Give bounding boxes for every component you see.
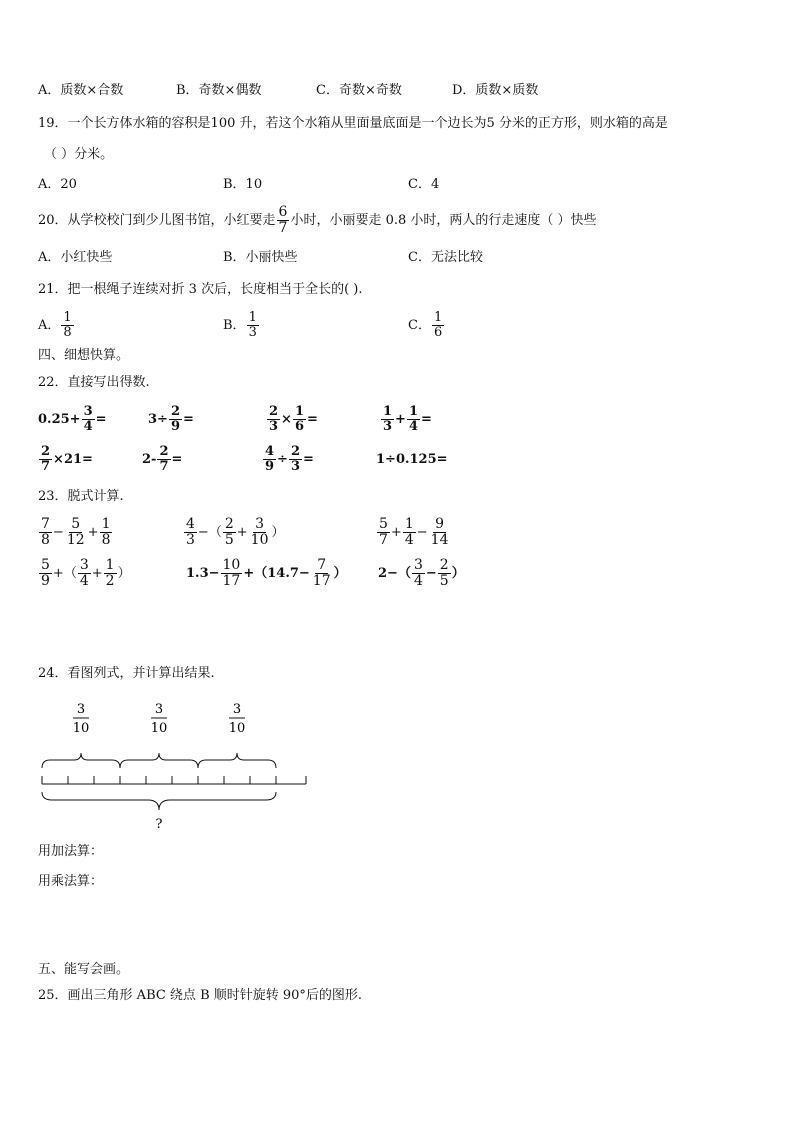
section-5-heading: 五、能写会画。 [38,962,130,977]
q23-expression-4: $\frac{5}{9}$ +（ $\frac{3}{4}$ + $\frac{1}{2}$ ） [41,557,131,589]
svg-text:3: 3 [232,702,242,717]
q21-option-b: B． $\frac{1}{3}$ [223,310,257,340]
q24-multiplication-label: 用乘法算： [38,874,104,889]
q20-option-a: A．小红快些 [38,250,113,265]
q20-fraction [277,205,290,235]
q18-option-c: C．奇数×奇数 [316,83,402,98]
q22-item-6: 2- $\frac{2}{7}$ = [142,444,183,474]
svg-text:3: 3 [76,702,86,717]
segment-label-2 [151,702,168,736]
q21-option-c: C． $\frac{1}{6}$ [408,310,443,340]
top-brace-1 [42,753,120,768]
svg-text:10: 10 [150,721,168,736]
q24-number-line-diagram [30,696,330,836]
q24-title: 24．看图列式，并计算出结果. [38,666,215,681]
number-line-ticks [42,776,306,784]
top-brace-3 [198,753,276,768]
q22-item-1: 0.25+ $\frac{3}{4}$ = [38,404,107,434]
q20-frac-num: 6 [278,204,288,221]
q20-question [38,203,597,239]
svg-text:10: 10 [228,721,246,736]
q22-item-7: $\frac{4}{9}$ ÷ $\frac{2}{3}$ = [265,444,314,474]
q24-addition-label: 用加法算： [38,844,104,859]
q23-expression-1: $\frac{7}{8}$ − $\frac{5}{12}$ + $\frac{1}{8}$ [41,516,111,548]
q20-frac-den: 7 [278,220,288,236]
q19-question-line1: 19．一个长方体水箱的容积是100 升，若这个水箱从里面量底面是一个边长为5 分米的正方形，则水箱的高是 [38,116,668,131]
q21-option-a-fraction: $\frac{1}{8}$ [63,310,72,340]
segment-label-1 [73,702,90,736]
q18-option-a: A．质数×合数 [38,83,124,98]
q21-question: 21．把一根绳子连续对折 3 次后，长度相当于全长的( ). [38,282,363,297]
svg-text:10: 10 [72,721,90,736]
q23-expression-5: 1.3− $\frac{10}{17}$ +（14.7− $\frac{7}{17}$ ） [186,557,347,589]
q23-title: 23．脱式计算. [38,489,124,504]
q22-item-3: $\frac{2}{3}$ × $\frac{1}{6}$ = [269,404,318,434]
q19-question-line2: （ ）分米。 [44,147,114,162]
q22-item-8: 1÷0.125= [376,452,448,467]
q18-option-b: B．奇数×偶数 [176,83,262,98]
q22-item-2: 3÷ $\frac{2}{9}$ = [148,404,194,434]
q23-expression-6: 2−（ $\frac{3}{4}$ − $\frac{2}{5}$ ） [378,557,465,589]
q21-option-c-fraction: $\frac{1}{6}$ [433,310,443,340]
question-mark-label: ? [155,817,163,832]
svg-text:3: 3 [154,702,164,717]
q22-item-5: $\frac{2}{7}$ ×21= [41,444,93,474]
q21-option-a: A． $\frac{1}{8}$ [38,310,72,340]
q19-option-b: B．10 [223,177,263,192]
q22-title: 22．直接写出得数. [38,375,150,390]
q23-expression-3: $\frac{5}{7}$ + $\frac{1}{4}$ − $\frac{9}{14}$ [379,516,449,548]
q20-option-c: C．无法比较 [408,250,483,265]
q25-question: 25．画出三角形 ABC 绕点 B 顺时针旋转 90°后的图形. [38,988,363,1003]
q19-option-a: A．20 [38,177,77,192]
q19-option-c: C．4 [408,177,440,192]
q20-text-post: 小时，小丽要走 0.8 小时，两人的行走速度（ ）快些 [290,213,597,228]
top-brace-2 [120,753,198,768]
q20-option-b: B．小丽快些 [223,250,298,265]
q22-item-4: $\frac{1}{3}$ + $\frac{1}{4}$ = [383,404,432,434]
q20-text-pre: 20．从学校校门到少儿图书馆，小红要走 [38,213,276,228]
bottom-brace [42,792,276,810]
section-4-heading: 四、细想快算。 [38,348,130,363]
q21-option-b-fraction: $\frac{1}{3}$ [248,310,257,340]
q23-expression-2: $\frac{4}{3}$ −（ $\frac{2}{5}$ + $\frac{3}{10}$ ） [186,516,285,548]
q18-option-d: D．质数×质数 [452,83,539,98]
segment-label-3 [229,702,246,736]
